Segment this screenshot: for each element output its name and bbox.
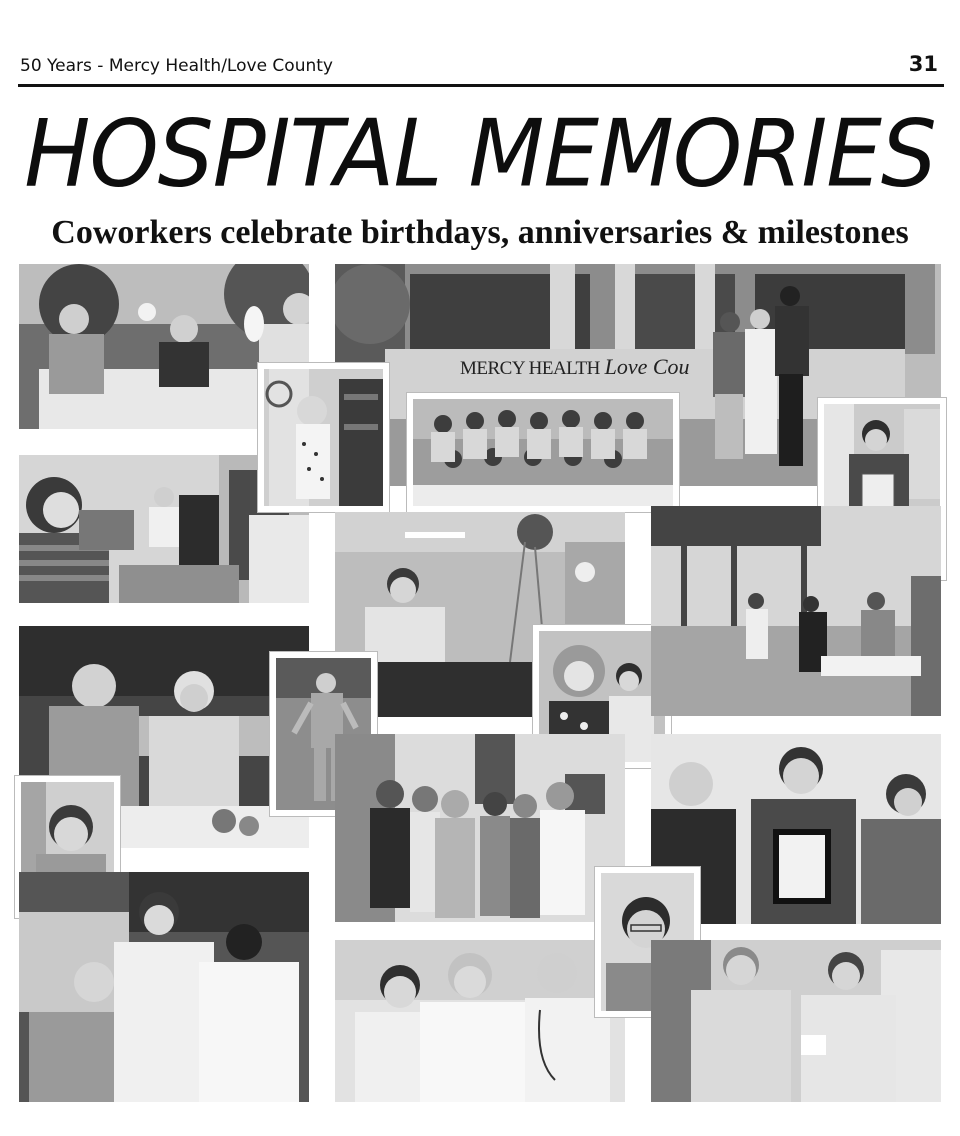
photo-pavilion-gathering — [651, 506, 941, 716]
photo-group-ladies — [407, 393, 679, 512]
photo-three-ladies — [335, 940, 625, 1102]
header-rule — [18, 84, 944, 87]
building-sign: MERCY HEALTH Love Cou — [460, 354, 690, 379]
page-number: 31 — [908, 52, 938, 76]
photo-polka-doorway — [258, 363, 389, 512]
running-head: 50 Years - Mercy Health/Love County — [20, 56, 333, 76]
photo-three-nurses — [19, 872, 309, 1102]
page-subtitle: Coworkers celebrate birthdays, anniversaries & milestones — [51, 214, 909, 251]
page-title: HOSPITAL MEMORIES — [24, 99, 936, 208]
photo-costume-group — [335, 734, 625, 922]
photo-man-woman — [651, 940, 941, 1102]
